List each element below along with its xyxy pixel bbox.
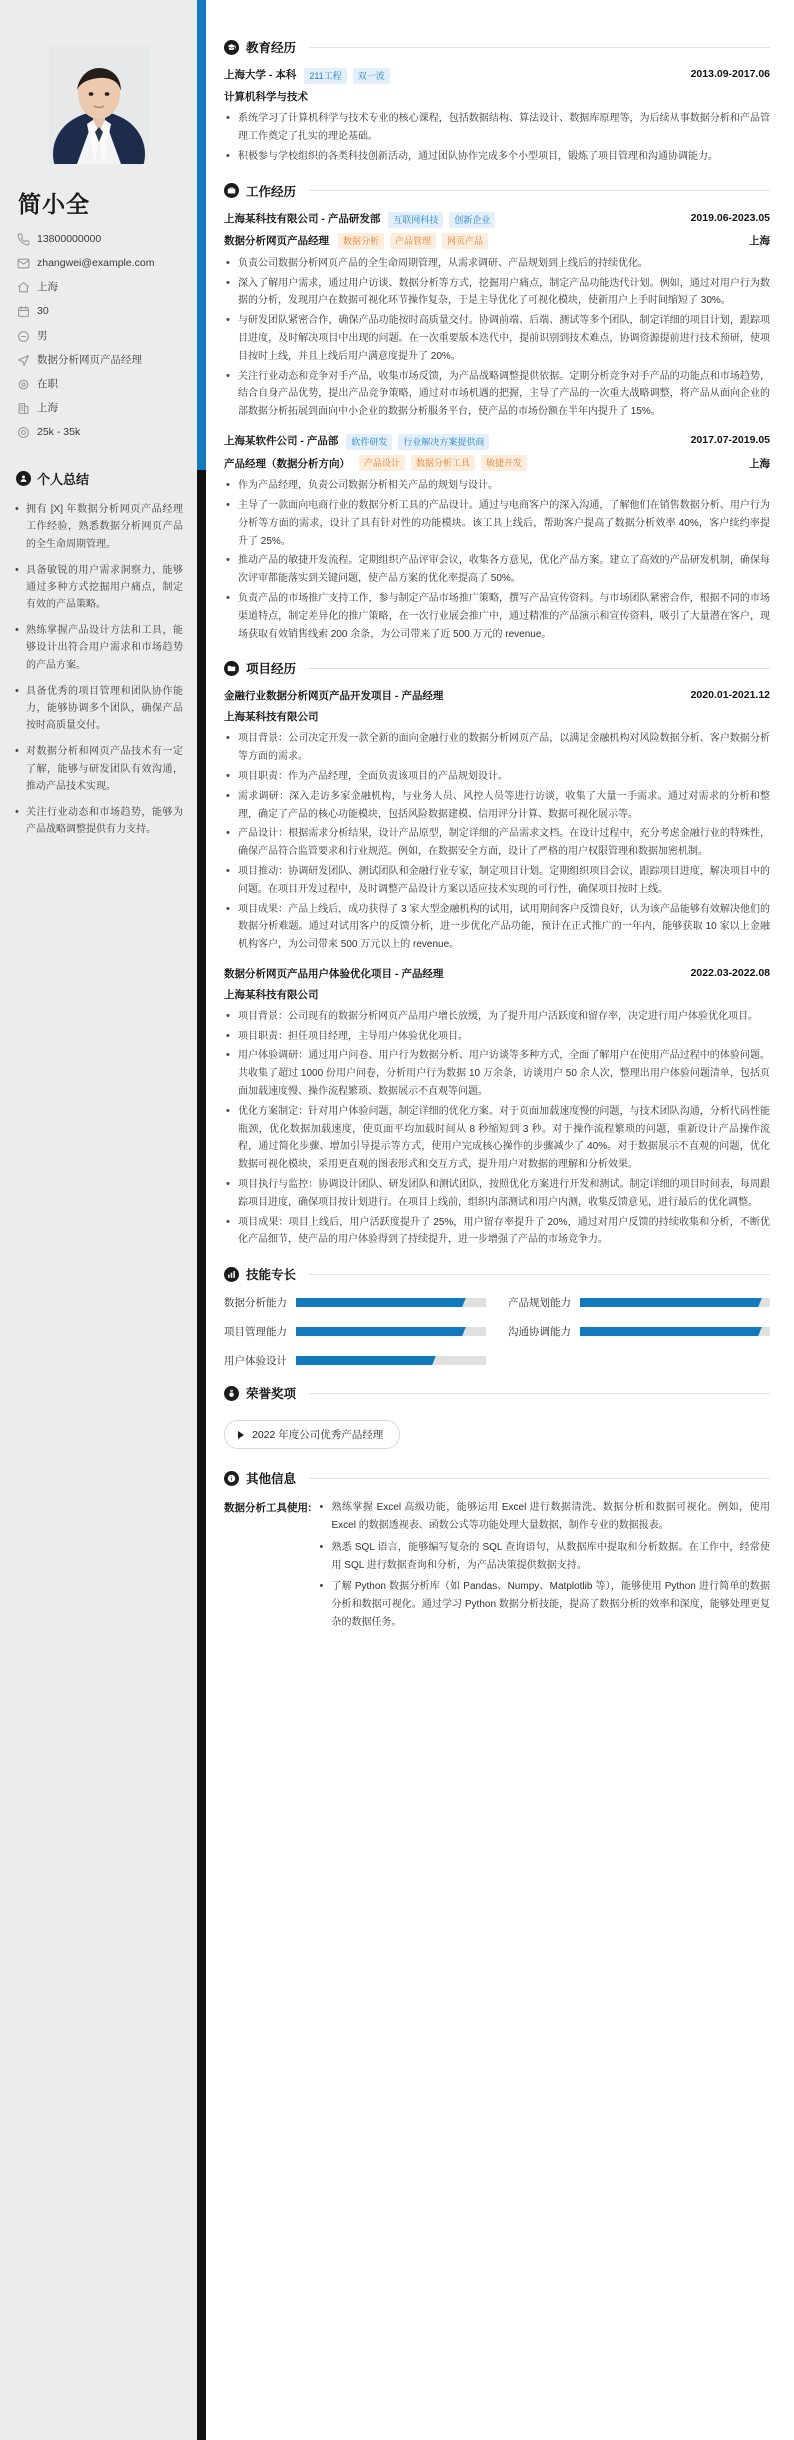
contact-item-phone xyxy=(14,233,183,246)
project-entry xyxy=(224,967,770,1249)
contact-item-age xyxy=(14,305,183,318)
contact-list xyxy=(14,233,183,439)
section-work-experience xyxy=(224,182,770,644)
section-projects xyxy=(224,659,770,1249)
skill-fill xyxy=(580,1327,755,1336)
education-tags xyxy=(304,68,389,84)
honor-text: 2022 年度公司优秀产品经理 xyxy=(252,1429,384,1442)
medal-icon xyxy=(224,1386,239,1401)
list-item: • 关注行业动态和竞争对手产品，收集市场反馈，为产品战略调整提供依据。定期分析竞争对手产品的功能点和市场趋势，结合自身产品优势，提出产品竞争策略，通过对市场机遇的把握，主导了产品的一次重大战略调整，将产品从面向企业的部数据分析拓展到面向中小企业的数据分析服务平台，使产品的市场份额在半年内提升了 15%。 xyxy=(224,368,770,421)
target-icon xyxy=(17,354,30,367)
envelope-icon xyxy=(17,257,30,270)
accent-rail-blue-segment xyxy=(197,0,206,470)
other-info-body xyxy=(318,1499,771,1636)
work-role-tags xyxy=(359,455,527,471)
skill-track xyxy=(296,1298,486,1307)
section-rule xyxy=(309,1393,770,1394)
skill-item xyxy=(508,1324,770,1339)
list-item: • 熟练掌握 Excel 高级功能，能够运用 Excel 进行数据清洗、数据分析和数据可视化。例如，使用 Excel 的数据透视表、函数公式等功能处理大量数据，制作专业的数据报表。 xyxy=(318,1499,771,1535)
work-role: 产品经理（数据分析方向） xyxy=(224,457,350,470)
list-item: • 作为产品经理，负责公司数据分析相关产品的规划与设计。 xyxy=(224,477,770,495)
list-item: • 推动产品的敏捷开发流程。定期组织产品评审会议，收集各方意见，优化产品方案。建立了高效的产品研发机制，确保每次评审都能落实到关键问题，使产品方案的优化率提高了 50%。 xyxy=(224,552,770,588)
list-item: • 项目成果：产品上线后，成功获得了 3 家大型金融机构的试用，试用期间客户反馈良好，认为该产品能够有效解决他们的数据分析难题。通过对试用客户的反馈分析，进一步优化产品功能，预计在正式推广的一年内，能够获取 10 家以上金融机构客户，为公司带来 500 万元以上的 revenue。 xyxy=(224,901,770,954)
honor-chip[interactable] xyxy=(224,1420,400,1449)
section-header xyxy=(224,1469,770,1487)
calendar-icon xyxy=(17,305,30,318)
list-item: • 用户体验调研：通过用户问卷、用户行为数据分析、用户访谈等多种方式，全面了解用户在使用产品过程中的体验问题。共收集了超过 1000 份用户问卷，分析用户行为数据 10 万余条，访谈用户 50 余人次，整理出用户体验问题清单，包括页面加载速度慢、操作流程繁琐、数据展示不直观等问题。 xyxy=(224,1047,770,1100)
tag: 数据分析工具 xyxy=(411,455,475,471)
avatar-wrap xyxy=(14,46,183,164)
section-rule xyxy=(309,1478,770,1479)
list-item: • 项目职责：担任项目经理，主导用户体验优化项目。 xyxy=(224,1028,770,1046)
list-item: • 项目职责：作为产品经理，全面负责该项目的产品规划设计。 xyxy=(224,768,770,786)
section-title: 教育经历 xyxy=(246,41,297,55)
skill-fill xyxy=(296,1298,459,1307)
skill-label: 沟通协调能力 xyxy=(508,1326,571,1339)
list-item: • 与研发团队紧密合作，确保产品功能按时高质量交付。协调前端、后端、测试等多个团队，制定详细的项目计划，跟踪项目进度，及时解决项目中出现的问题。在一次重要版本迭代中，提前识别到技术难点，协调资源提前进行技术预研，使项目按时上线，并且上线后用户满意度提升了 20%。 xyxy=(224,312,770,365)
section-header xyxy=(224,659,770,677)
list-item: • 项目背景：公司决定开发一款全新的面向金融行业的数据分析网页产品，以满足金融机构对风险数据分析、客户数据分析等方面的需求。 xyxy=(224,730,770,766)
skill-item xyxy=(224,1353,486,1368)
avatar xyxy=(49,46,149,164)
chart-icon xyxy=(224,1267,239,1282)
contact-item-email xyxy=(14,257,183,270)
skill-label: 产品规划能力 xyxy=(508,1297,571,1310)
section-other-info xyxy=(224,1469,770,1636)
contact-item-hometown xyxy=(14,281,183,294)
list-item: • 主导了一款面向电商行业的数据分析工具的产品设计。通过与电商客户的深入沟通，了解他们在销售数据分析、用户行为分析等方面的需求，设计了具有针对性的功能模块。该工具上线后，帮助客户提高了数据分析效率 40%，客户续约率提升了 25%。 xyxy=(224,497,770,550)
tag: 软件研发 xyxy=(346,434,392,450)
skill-item xyxy=(508,1295,770,1310)
project-bullets xyxy=(224,1008,770,1249)
skill-label: 项目管理能力 xyxy=(224,1326,287,1339)
section-header xyxy=(224,182,770,200)
list-item: • 对数据分析和网页产品技术有一定了解，能够与研发团队有效沟通，推动产品技术实现。 xyxy=(14,743,183,795)
tag: 产品管理 xyxy=(390,233,436,249)
project-title: 数据分析网页产品用户体验优化项目 - 产品经理 xyxy=(224,967,444,980)
entry-role-row xyxy=(224,233,770,249)
section-honors xyxy=(224,1384,770,1453)
project-entry xyxy=(224,689,770,953)
work-entry xyxy=(224,434,770,643)
user-circle-icon xyxy=(16,471,31,486)
list-item: • 熟悉 SQL 语言，能够编写复杂的 SQL 查询语句，从数据库中提取和分析数据。在工作中，经常使用 SQL 进行数据查询和分析，为产品决策提供数据支持。 xyxy=(318,1539,771,1575)
education-bullets xyxy=(224,110,770,165)
contact-value: 30 xyxy=(37,305,49,318)
accent-rail-dark-segment xyxy=(197,470,206,2440)
list-item: • 项目背景：公司现有的数据分析网页产品用户增长放缓，为了提升用户活跃度和留存率，决定进行用户体验优化项目。 xyxy=(224,1008,770,1026)
sidebar-section-summary-title: 个人总结 xyxy=(37,472,90,488)
contact-value: 数据分析网页产品经理 xyxy=(37,353,142,366)
graduation-cap-icon xyxy=(224,40,239,55)
skill-track xyxy=(296,1327,486,1336)
section-header xyxy=(224,1265,770,1283)
list-item: • 深入了解用户需求，通过用户访谈、数据分析等方式，挖掘用户痛点，制定产品功能迭代计划。例如，通过对用户行为数据的分析，发现用户在数据可视化环节操作复杂，于是主导优化了可视化模块，使新用户上手时间缩短了 30%。 xyxy=(224,275,770,311)
project-date: 2022.03-2022.08 xyxy=(690,966,770,979)
list-item: • 具备敏锐的用户需求洞察力，能够通过多种方式挖掘用户痛点，制定有效的产品策略。 xyxy=(14,562,183,614)
work-company: 上海某软件公司 - 产品部 xyxy=(224,434,339,447)
contact-value: 25k - 35k xyxy=(37,426,81,438)
work-company: 上海某科技有限公司 - 产品研发部 xyxy=(224,212,381,225)
list-item: • 拥有 [X] 年数据分析网页产品经理工作经验，熟悉数据分析网页产品的全生命周期管理。 xyxy=(14,501,183,553)
list-item: • 项目成果：项目上线后，用户活跃度提升了 25%，用户留存率提升了 20%，通过对用户反馈的持续收集和分析，不断优化产品细节，使产品的用户体验得到了持续提升，进一步增强了产品的市场竞争力。 xyxy=(224,1214,770,1250)
skill-fill xyxy=(580,1298,755,1307)
list-item: • 熟练掌握产品设计方法和工具，能够设计出符合用户需求和市场趋势的产品方案。 xyxy=(14,622,183,674)
other-info-group xyxy=(224,1499,770,1636)
section-header xyxy=(224,1384,770,1402)
work-bullets xyxy=(224,477,770,643)
tag: 数据分析 xyxy=(338,233,384,249)
project-title: 金融行业数据分析网页产品开发项目 - 产品经理 xyxy=(224,690,444,703)
entry-header-row xyxy=(224,434,770,450)
skill-item xyxy=(224,1295,486,1310)
list-item: • 需求调研：深入走访多家金融机构，与业务人员、风控人员等进行访谈，收集了大量一手需求。通过对需求的分析和整理，确定了产品的核心功能模块，包括风险数据建模、信用评分计算、数据可视化展示等。 xyxy=(224,788,770,824)
section-title: 其他信息 xyxy=(246,1472,297,1487)
work-date: 2019.06-2023.05 xyxy=(690,211,770,224)
education-entry xyxy=(224,68,770,166)
entry-header-row xyxy=(224,212,770,228)
skill-track xyxy=(580,1298,770,1307)
section-title: 技能专长 xyxy=(246,1268,297,1283)
entry-role-row xyxy=(224,455,770,471)
section-rule xyxy=(309,190,770,191)
coin-icon xyxy=(17,426,30,439)
work-role-tags xyxy=(338,233,488,249)
work-date: 2017.07-2019.05 xyxy=(690,433,770,446)
other-info-bullets xyxy=(318,1499,771,1632)
status-icon xyxy=(17,378,30,391)
contact-item-target-job xyxy=(14,354,183,367)
skill-label: 数据分析能力 xyxy=(224,1297,287,1310)
contact-value: 在职 xyxy=(37,377,58,390)
contact-item-gender xyxy=(14,330,183,343)
skills-grid xyxy=(224,1295,770,1368)
section-rule xyxy=(309,1274,770,1275)
accent-rail xyxy=(197,0,206,2440)
tag: 产品设计 xyxy=(359,455,405,471)
education-date: 2013.09-2017.06 xyxy=(690,68,770,80)
skill-label: 用户体验设计 xyxy=(224,1355,287,1368)
work-company-tags xyxy=(388,212,495,228)
play-triangle-icon xyxy=(238,1431,244,1439)
section-skills xyxy=(224,1265,770,1368)
contact-value: 13800000000 xyxy=(37,233,102,245)
tag: 双一流 xyxy=(353,68,390,84)
building-icon xyxy=(17,402,30,415)
list-item: • 系统学习了计算机科学与技术专业的核心课程，包括数据结构、算法设计、数据库原理等，为后续从事数据分析和产品管理工作奠定了扎实的理论基础。 xyxy=(224,110,770,146)
tag: 211工程 xyxy=(304,68,346,84)
folder-icon xyxy=(224,661,239,676)
info-icon xyxy=(224,1471,239,1486)
work-company-tags xyxy=(346,434,489,450)
gender-icon xyxy=(17,330,30,343)
skill-track xyxy=(296,1356,486,1365)
list-item: • 负责产品的市场推广支持工作，参与制定产品市场推广策略，撰写产品宣传资料。与市场团队紧密合作，根据不同的市场渠道特点，制定差异化的推广策略，在一次行业展会推广中，通过精准的产品演示和宣传资料，吸引了大量潜在客户，现场获取有效销售线索 200 余条，为公司带来了近 500 万元的 revenue。 xyxy=(224,590,770,643)
project-company: 上海某科技有限公司 xyxy=(224,988,319,1001)
education-school: 上海大学 - 本科 xyxy=(224,69,297,81)
skill-item xyxy=(224,1324,486,1339)
contact-item-work-city xyxy=(14,402,183,415)
section-title: 工作经历 xyxy=(246,184,297,199)
work-location: 上海 xyxy=(749,457,770,470)
section-title: 荣誉奖项 xyxy=(246,1387,297,1402)
list-item: • 了解 Python 数据分析库（如 Pandas、Numpy、Matplotlib 等），能够使用 Python 进行简单的数据分析和数据可视化。通过学习 Python 数据分析技能，提高了数据分析的效率和深度，能够处理更复杂的数据任务。 xyxy=(318,1578,771,1631)
contact-item-status xyxy=(14,378,183,391)
list-item: • 项目推动：协调研发团队、测试团队和金融行业专家，制定项目计划。定期组织项目会议，跟踪项目进度，解决项目中的问题。在项目开发过程中，及时调整产品设计方案以适应技术实现的可行性，确保项目按时上线。 xyxy=(224,863,770,899)
section-education xyxy=(224,38,770,166)
contact-value: zhangwei@example.com xyxy=(37,257,155,270)
list-item: • 优化方案制定：针对用户体验问题，制定详细的优化方案。对于页面加载速度慢的问题，与技术团队沟通，分析代码性能瓶颈，优化数据加载速度，使页面平均加载时间从 8 秒缩短到 3 秒。对于操作流程繁琐的问题，重新设计产品操作流程，通过简化步骤、增加引导提示等方式，使用户完成核心操作的步骤减少了 40%。对于数据展示不直观的问题，优化数据可视化模块，采用更直观的图表形式和交互方式，提升用户对数据的理解和分析效果。 xyxy=(224,1103,770,1174)
project-date: 2020.01-2021.12 xyxy=(690,689,770,702)
other-info-label: 数据分析工具使用: xyxy=(224,1502,312,1515)
list-item: • 负责公司数据分析网页产品的全生命周期管理，从需求调研、产品规划到上线后的持续优化。 xyxy=(224,255,770,273)
skill-fill xyxy=(296,1356,429,1365)
list-item: • 具备优秀的项目管理和团队协作能力，能够协调多个团队，确保产品按时高质量交付。 xyxy=(14,683,183,735)
briefcase-icon xyxy=(224,183,239,198)
skill-fill xyxy=(296,1327,459,1336)
project-company: 上海某科技有限公司 xyxy=(224,711,319,724)
main-content xyxy=(206,0,794,2440)
project-bullets xyxy=(224,730,770,954)
section-rule xyxy=(309,668,770,669)
list-item: • 项目执行与监控：协调设计团队、研发团队和测试团队，按照优化方案进行开发和测试。制定详细的项目时间表，每周跟踪项目进度，确保项目按计划进行。在项目上线前，组织内部测试和用户内测，收集反馈意见，进行最后的优化调整。 xyxy=(224,1176,770,1212)
work-location: 上海 xyxy=(749,235,770,248)
sidebar xyxy=(0,0,197,2440)
sidebar-section-summary-header xyxy=(16,469,183,488)
tag: 敏捷开发 xyxy=(481,455,527,471)
section-rule xyxy=(309,47,770,48)
tag: 行业解决方案提供商 xyxy=(398,434,489,450)
list-item: • 关注行业动态和市场趋势，能够为产品战略调整提供有力支持。 xyxy=(14,804,183,838)
phone-icon xyxy=(17,233,30,246)
list-item: • 积极参与学校组织的各类科技创新活动，通过团队协作完成多个小型项目，锻炼了项目管理和沟通协调能力。 xyxy=(224,148,770,166)
work-role: 数据分析网页产品经理 xyxy=(224,235,329,248)
section-header xyxy=(224,38,770,56)
work-bullets xyxy=(224,255,770,421)
contact-value: 男 xyxy=(37,329,48,342)
person-name: 简小全 xyxy=(18,191,90,217)
tag: 互联网科技 xyxy=(388,212,443,228)
skill-track xyxy=(580,1327,770,1336)
contact-value: 上海 xyxy=(37,401,58,414)
tag: 网页产品 xyxy=(442,233,488,249)
entry-header-row xyxy=(224,967,770,982)
contact-value: 上海 xyxy=(37,281,58,294)
contact-item-salary xyxy=(14,426,183,439)
work-entry xyxy=(224,212,770,421)
entry-header-row xyxy=(224,68,770,84)
summary-bullets xyxy=(14,501,183,838)
list-item: • 产品设计：根据需求分析结果，设计产品原型，制定详细的产品需求文档。在设计过程中，充分考虑金融行业的特殊性，确保产品符合监管要求和行业规范。例如，在数据安全方面，设计了严格的用户权限管理和数据加密机制。 xyxy=(224,825,770,861)
education-major: 计算机科学与技术 xyxy=(224,91,308,104)
home-icon xyxy=(17,281,30,294)
tag: 创新企业 xyxy=(449,212,495,228)
entry-header-row xyxy=(224,689,770,704)
section-title: 项目经历 xyxy=(246,662,297,677)
